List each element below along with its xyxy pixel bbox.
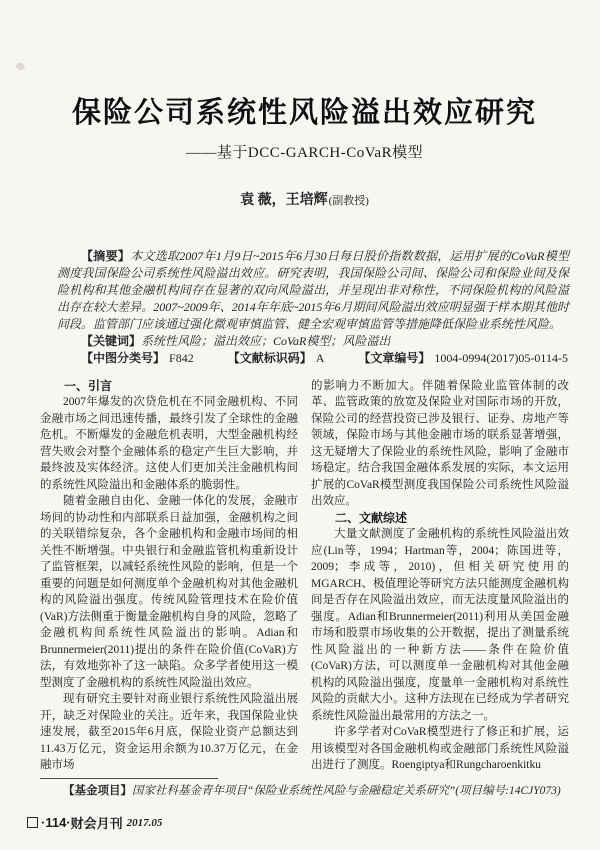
doc-code-label: 【文献标识码】 (227, 350, 312, 365)
body-paragraph: 大量文献测度了金融机构的系统性风险溢出效应(Lin等，1994；Hartman等，2004；陈国进等，2009；李成等，2010)，但相关研究使用的MGARCH、极值理论等研究方法只能测度金融机构间是否存在风险溢出效应，而无法度量风险溢出的强度。Adian和Brunnermeier(2011)利用从美国金融市场和股票市场收集的公开数据，提出了测量系统性风险溢出的一种新方法——条件在险价值(CoVaR)方法，可以测度单一金融机构对其他金融机构的风险溢出强度，度量单一金融机构对系统性风险的贡献大小。这种方法现在已经成为学者研究系统性风险溢出最常用的方法之一。 (311, 528, 569, 722)
article-subtitle: ——基于DCC-GARCH-CoVaR模型 (185, 144, 424, 161)
body-paragraph: 随着金融自由化、金融一体化的发展，金融市场间的协动性和内部联系日益加强，金融机构之间的关联错综复杂，各个金融机构和金融市场间的相关性不断增强。中央银行和金融监管机构重新设计了监管框架，以减轻系统性风险的影响，但是一个重要的问题是如何测度单个金融机构对其他金融机构的风险溢出强度。传统风险管理技术在险价值(VaR)方法侧重于衡量金融机构自身的风险，忽略了金融机构间系统性风险溢出的影响。Adian和Brunnermeier(2011)提出的条件在险价值(CoVaR)方法，有效地弥补了这一缺陷。众多学者使用这一模型测度了金融机构的系统性风险溢出效应。 (40, 495, 298, 689)
section-heading-literature: 二、文献综述 (335, 510, 408, 525)
page-footer (27, 813, 162, 832)
classification-line (57, 350, 569, 367)
body-paragraph: 现有研究主要针对商业银行系统性风险溢出展开，缺乏对保险业的关注。近年来，我国保险业快速发展，截至2015年6月底，保险业资产总额达到11.43万亿元，资金运用余额为10.37万亿元，在金融市场 (40, 693, 298, 772)
keywords-line (57, 333, 569, 350)
abstract (57, 248, 569, 333)
author-names: 袁 薇，王培辉 (240, 192, 328, 208)
clc-label: 【中图分类号】 (81, 350, 166, 365)
footnote-divider (40, 778, 218, 779)
scan-artifact (15, 62, 26, 72)
article-body (40, 378, 569, 774)
square-box-icon (27, 817, 38, 828)
doc-code-item (228, 351, 325, 365)
body-paragraph: 2007年爆发的次贷危机在不同金融机构、不同金融市场之间迅速传播，最终引发了全球性的金融危机。不断爆发的金融危机表明，大型金融机构经营失败会对整个金融体系的稳定产生巨大影响，并最终波及实体经济。这使人们更加关注金融机构间的系统性风险溢出和金融体系的脆弱性。 (40, 396, 298, 491)
front-matter (57, 248, 569, 367)
article-id-value: 1004-0994(2017)05-0114-5 (434, 350, 568, 365)
issue-date: 2017.05 (126, 816, 163, 829)
fund-note-label: 【基金项目】 (63, 785, 132, 797)
article-id-item (358, 351, 568, 365)
fund-note-text: 国家社科基金青年项目“保险业系统性风险与金融稳定关系研究”(项目编号:14CJY073) (132, 785, 561, 797)
keywords-text: 系统性风险；溢出效应；CoVaR模型；风险溢出 (141, 333, 391, 348)
abstract-text: 本文选取2007年1月9日~2015年6月30日每日股价指数数据，运用扩展的CoVaR模型测度我国保险公司系统性风险溢出效应。研究表明，我国保险公司间、保险公司和保险业间及保险机构和其他金融机构间存在显著的双向风险溢出，并呈现出非对称性，不同保险机构的风险溢出存在较大差异。2007~2009年、2014年年底~2015年6月期间风险溢出效应明显强于样本期其他时间段。监管部门应该通过强化微观审慎监管、健全宏观审慎监管等措施降低保险业系统性风险。 (57, 248, 569, 331)
article-title: 保险公司系统性风险溢出效应研究 (71, 97, 537, 129)
keywords-label: 【关键词】 (81, 333, 142, 348)
abstract-label: 【摘要】 (81, 248, 131, 263)
section-heading-introduction: 一、引言 (64, 378, 113, 393)
fund-note (40, 784, 572, 799)
right-column (311, 378, 569, 774)
article-id-label: 【文章编号】 (358, 350, 431, 365)
author-title-note: (副教授) (328, 194, 369, 207)
body-paragraph: 许多学者对CoVaR模型进行了修正和扩展，运用该模型对各国金融机构或金融部门系统性风险溢出进行了测度。Roengiptya和Rungcharoenkitku (311, 726, 569, 772)
journal-name: 财会月刊 (70, 816, 123, 831)
doc-code-value: A (315, 350, 325, 365)
body-paragraph-continuation: 的影响力不断加大。伴随着保险业监管体制的改革、监管政策的放宽及保险业对国际市场的开放，保险公司的经营投资已涉及银行、证券、房地产等领域，保险市场与其他金融市场的联系显著增强，这无疑增大了保险业的系统性风险，影响了金融市场稳定。结合我国金融体系发展的实际，本文运用扩展的CoVaR模型测度我国保险公司系统性风险溢出效应。 (311, 379, 569, 508)
clc-item (81, 351, 194, 365)
clc-value: F842 (169, 350, 194, 365)
page-number: ·114· (41, 815, 71, 830)
authors-line (40, 191, 569, 211)
left-column (40, 378, 298, 774)
